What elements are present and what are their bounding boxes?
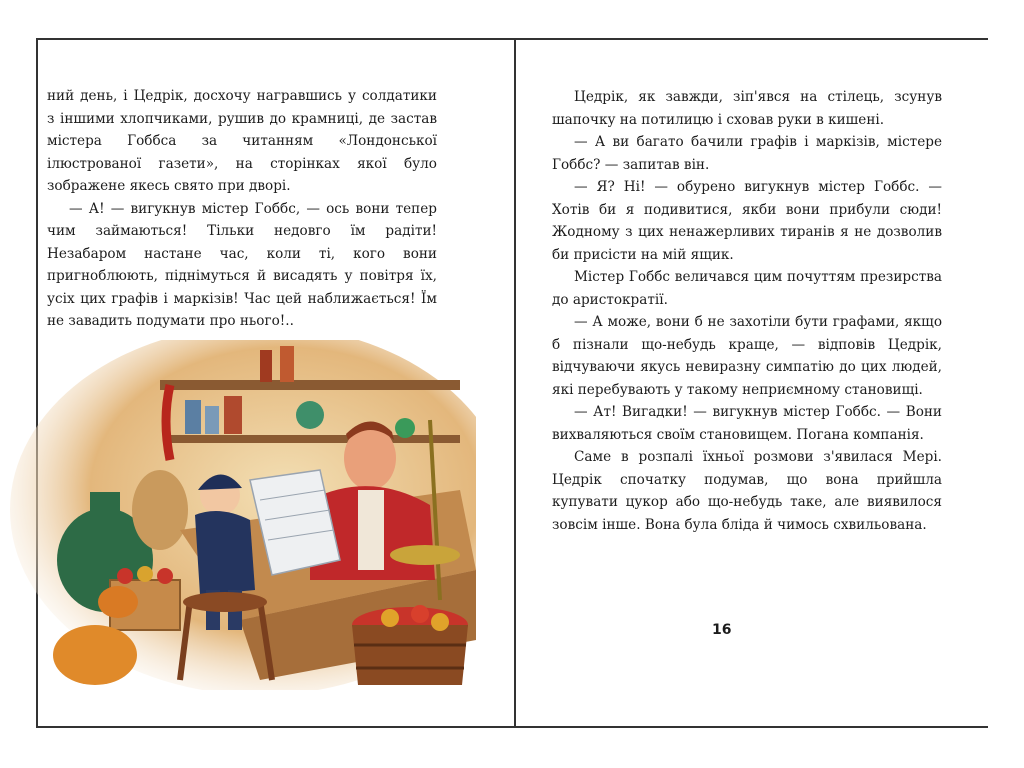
right-paragraph-2: — А ви багато бачили графів і маркізів, містере Гоббс? — запитав він. <box>552 134 942 173</box>
right-paragraph-3: — Я? Ні! — обурено вигукнув містер Гоббс. — Хотів би я подивитися, якби вони прибули сюди! Жодному з цих ненажерливих тиранів я не дозволив би присісти на мій ящик. <box>552 179 942 263</box>
left-paragraph-2: — А! — вигукнув містер Гоббс, — ось вони тепер чим займаються! Тільки недовго їм радіти! Незабаром настане час, коли ті, кого вони пригноблюють, піднімуться й висадять у повітря їх, усіх цих графів і маркізів! Час цей наближається! Їм не завадить подумати про нього!.. <box>47 200 437 329</box>
right-paragraph-5: — А може, вони б не захотіли бути графами, якщо б пізнали що-небудь краще, — відповів Цедрік, відчуваючи якусь невиразну симпатію до цих людей, які перебувають у такому неприємному становищі. <box>552 314 942 398</box>
right-paragraph-7: Саме в розпалі їхньої розмови з'явилася Мері. Цедрік спочатку подумав, що вона прийшла купувати цукор або що-небудь таке, але виявилося зовсім інше. Вона була бліда й чимось схвильована. <box>552 449 942 533</box>
right-paragraph-1: Цедрік, як завжди, зіп'явся на стілець, зсунув шапочку на потилицю і сховав руки в кишені. <box>552 89 942 128</box>
book-spine <box>514 40 516 726</box>
right-page-text <box>552 86 942 536</box>
right-paragraph-6: — Ат! Вигадки! — вигукнув містер Гоббс. — Вони вихваляються своїм становищем. Погана компанія. <box>552 404 942 443</box>
shop-illustration <box>10 340 476 690</box>
shop-illustration-drawing <box>10 340 476 690</box>
page-number: 16 <box>712 622 732 638</box>
left-page-text <box>47 85 437 333</box>
right-paragraph-4: Містер Гоббс величався цим почуттям презирства до аристократії. <box>552 269 942 308</box>
left-paragraph-1: ний день, і Цедрік, досхочу награвшись у солдатики з іншими хлопчиками, рушив до крамниці, де застав містера Гоббса за читанням «Лондонської ілюстрованої газети», на сторінках якої було зображене якесь свято при дворі. <box>47 88 437 194</box>
